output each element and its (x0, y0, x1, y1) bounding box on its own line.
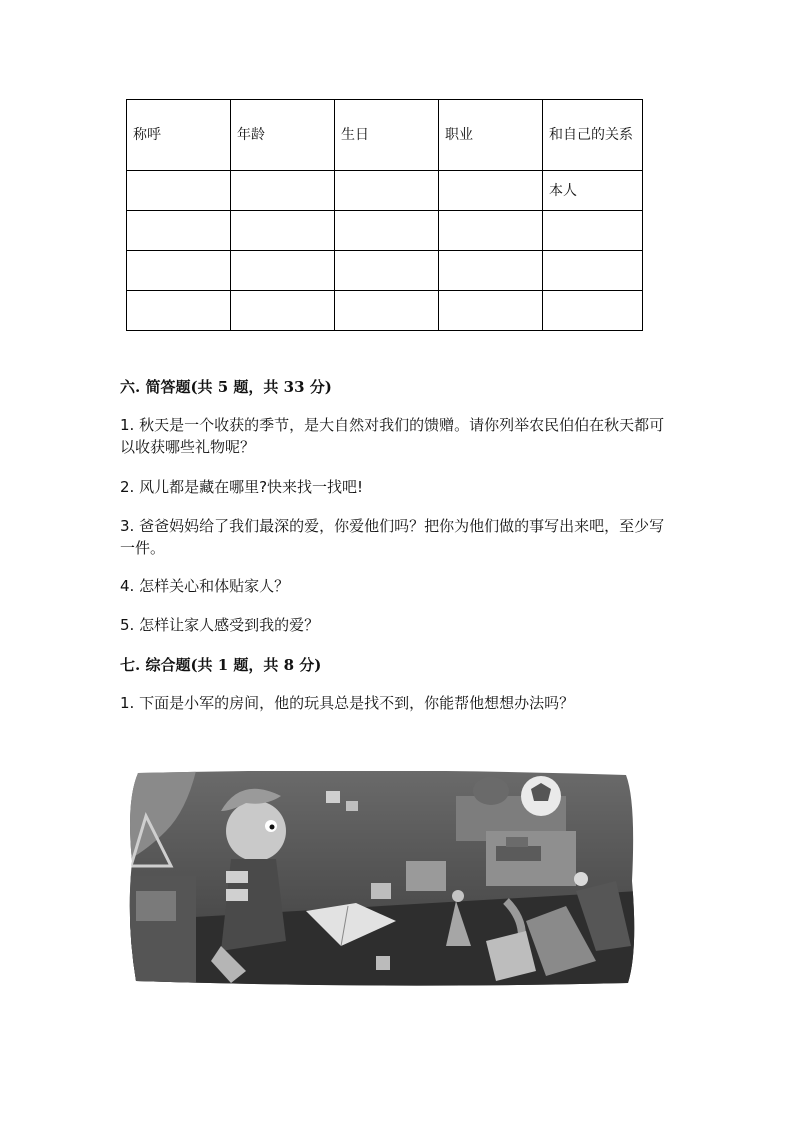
section-7-title: 七. 综合题(共 1 题，共 8 分) (120, 656, 322, 674)
table-header-row (127, 100, 643, 171)
messy-room-illustration-icon (126, 771, 638, 986)
header-cell-relation: 和自己的关系 (543, 100, 643, 171)
table-cell[interactable] (543, 251, 643, 291)
header-cell-birthday: 生日 (335, 100, 439, 171)
table-cell[interactable] (439, 291, 543, 331)
table-cell[interactable] (439, 171, 543, 211)
table-cell[interactable] (231, 211, 335, 251)
question-7-1: 1. 下面是小军的房间，他的玩具总是找不到，你能帮他想想办法吗？ (120, 694, 575, 712)
table-cell[interactable] (127, 291, 231, 331)
table-cell[interactable] (231, 251, 335, 291)
table-cell[interactable] (127, 251, 231, 291)
table-cell[interactable] (439, 251, 543, 291)
table-cell[interactable] (335, 211, 439, 251)
table-cell[interactable] (543, 291, 643, 331)
table-cell[interactable] (335, 251, 439, 291)
table-cell[interactable] (127, 171, 231, 211)
table-cell[interactable] (335, 171, 439, 211)
table-cell[interactable] (231, 291, 335, 331)
question-6-5: 5. 怎样让家人感受到我的爱？ (120, 616, 320, 634)
question-6-2: 2. 风儿都是藏在哪里?快来找一找吧! (120, 478, 364, 496)
table-row (127, 291, 643, 331)
header-cell-title: 称呼 (127, 100, 231, 171)
table-row (127, 251, 643, 291)
table-cell[interactable] (439, 211, 543, 251)
question-6-4: 4. 怎样关心和体贴家人？ (120, 577, 290, 595)
family-info-table (126, 99, 643, 331)
section-6-title: 六. 简答题(共 5 题，共 33 分) (120, 378, 332, 396)
table-cell[interactable]: 本人 (543, 171, 643, 211)
question-6-3: 3. 爸爸妈妈给了我们最深的爱，你爱他们吗？把你为他们做的事写出来吧，至少写一件。 (120, 517, 665, 557)
table-row (127, 211, 643, 251)
header-cell-occupation: 职业 (439, 100, 543, 171)
header-cell-age: 年龄 (231, 100, 335, 171)
table-cell[interactable] (127, 211, 231, 251)
table-cell[interactable] (543, 211, 643, 251)
question-6-1: 1. 秋天是一个收获的季节，是大自然对我们的馈赠。请你列举农民伯伯在秋天都可以收获哪些礼物呢？ (120, 416, 665, 456)
table-cell[interactable] (231, 171, 335, 211)
table-row (127, 171, 643, 211)
table-cell[interactable] (335, 291, 439, 331)
